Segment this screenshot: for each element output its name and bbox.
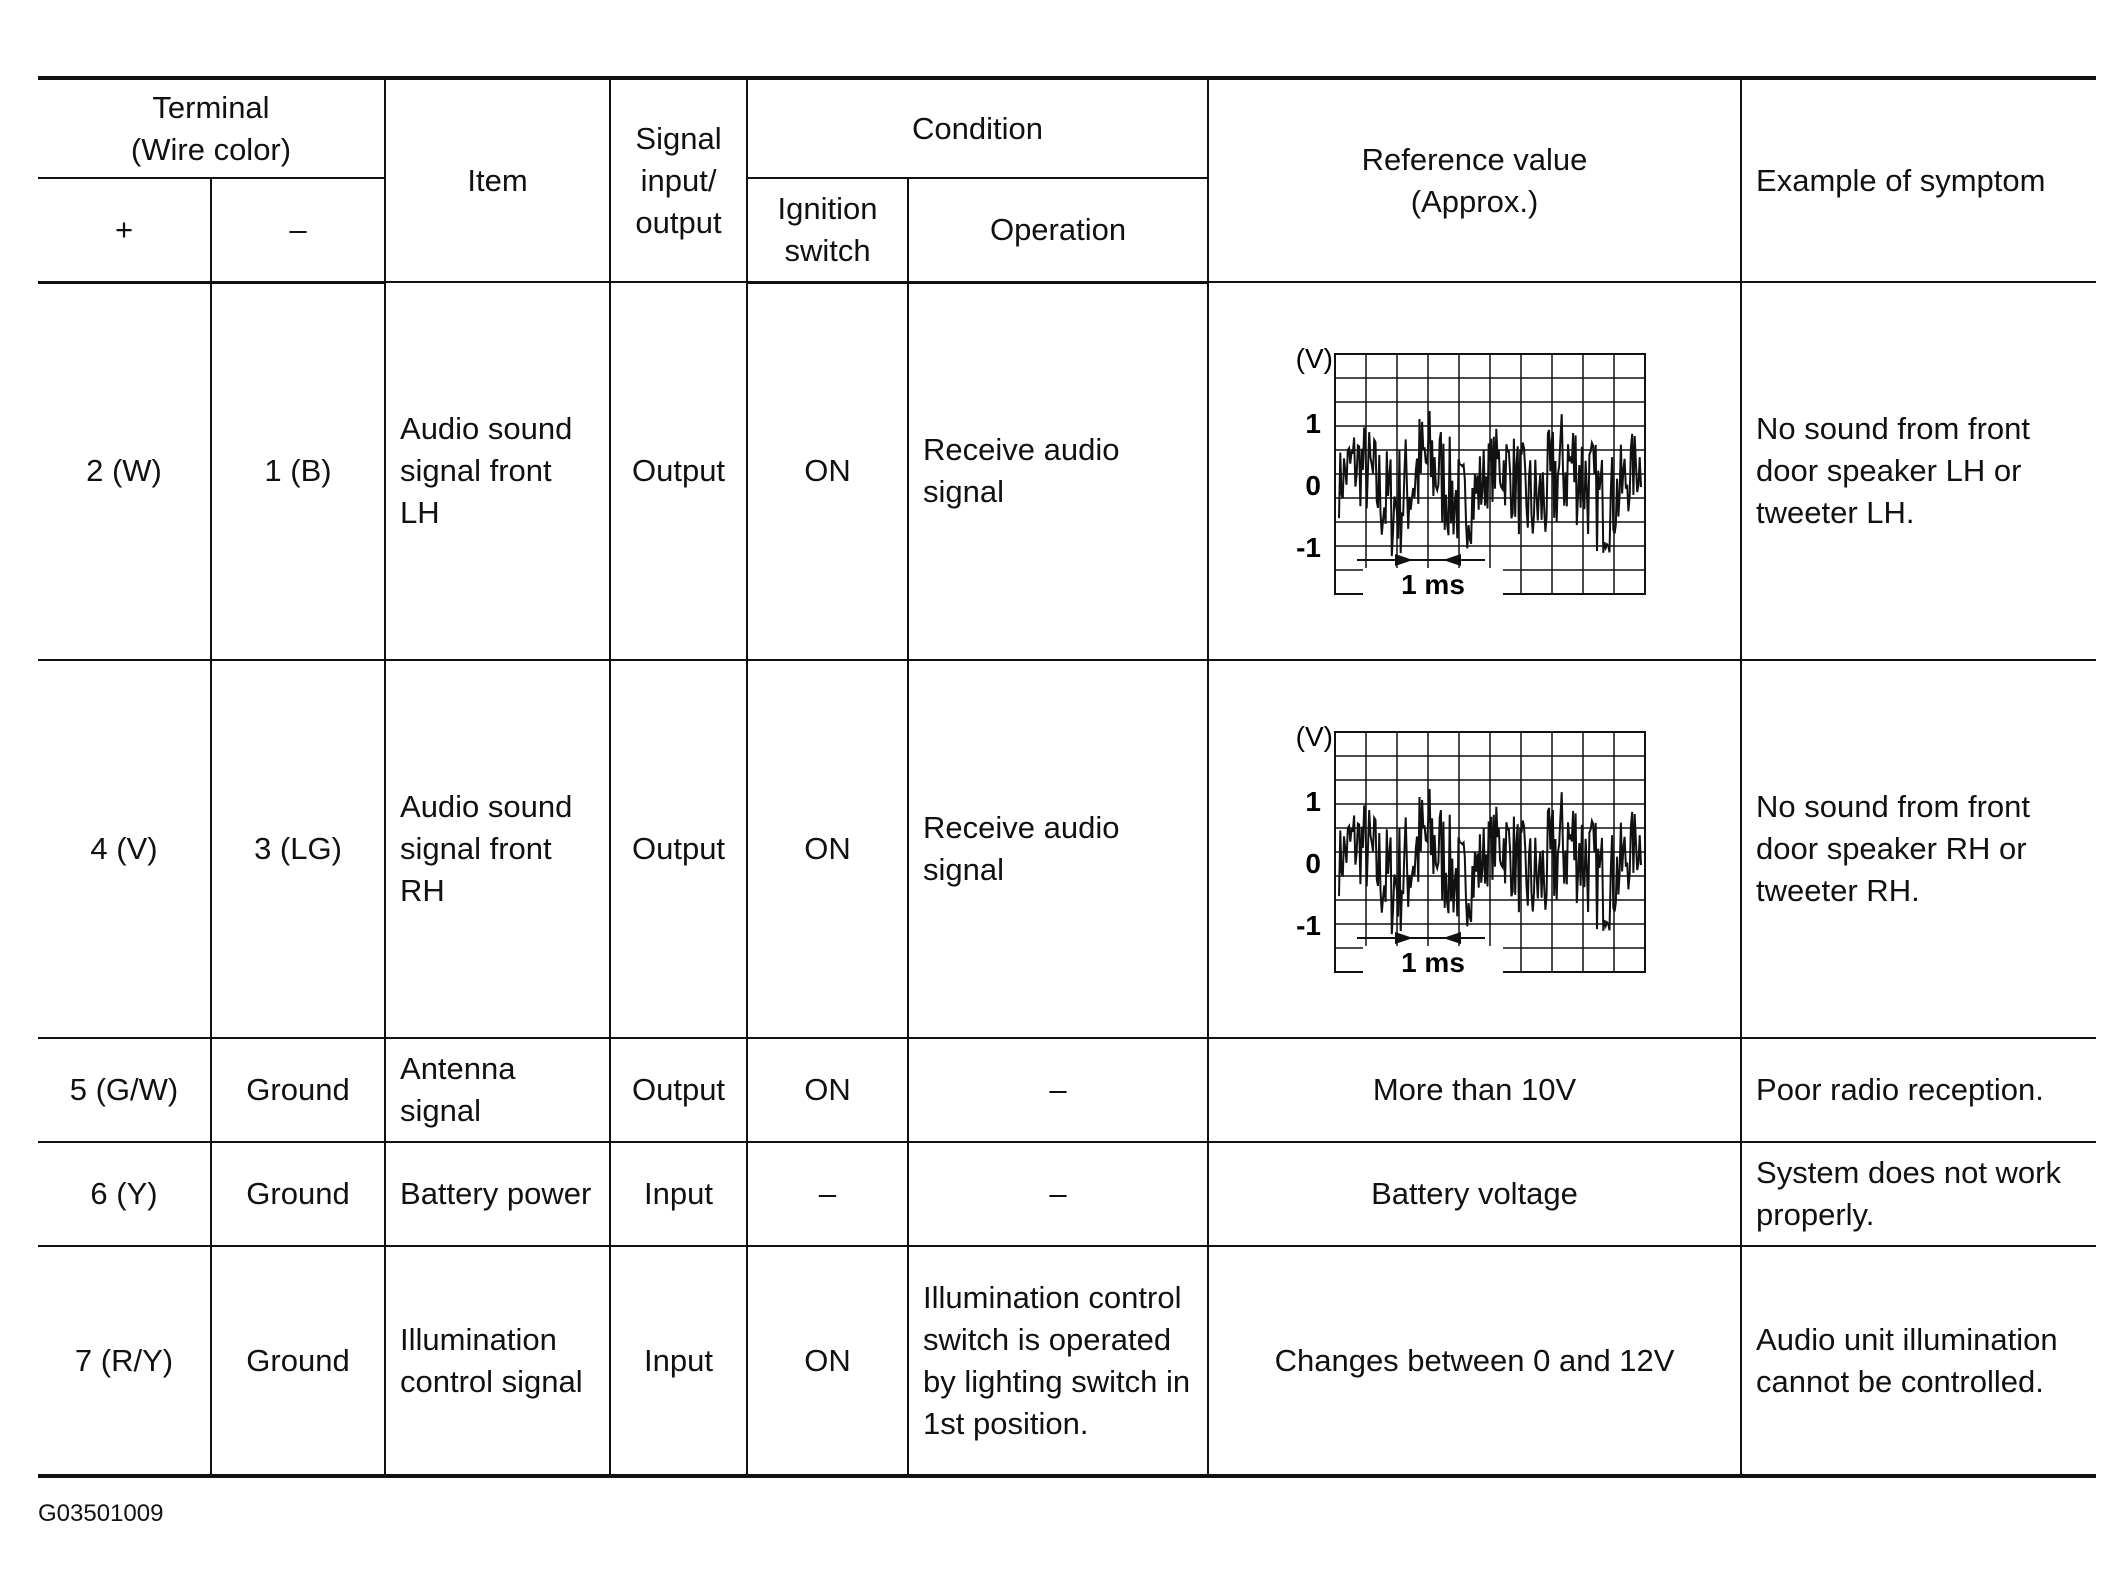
ignition-cell: ON [747, 660, 908, 1038]
operation-cell: Illumination control switch is operated by lighting switch in 1st position. [908, 1246, 1208, 1476]
signal-io-header: Signal input/ output [610, 78, 747, 282]
table-row [38, 1038, 2096, 1142]
item-header: Item [385, 78, 610, 282]
terminal-spec-table [38, 76, 2096, 1478]
item-cell: Illumination control signal [385, 1246, 610, 1476]
plus-terminal-header: + [38, 178, 211, 282]
minus-terminal-cell: 1 (B) [211, 282, 385, 660]
io-cell: Input [610, 1142, 747, 1246]
oscilloscope-waveform [1285, 336, 1665, 606]
terminal-label: Terminal [152, 89, 270, 125]
y-tick-label: 0 [1304, 470, 1321, 501]
terminal-header [38, 78, 385, 178]
symptom-cell: No sound from front door speaker RH or tweeter RH. [1741, 660, 2096, 1038]
ignition-cell: – [747, 1142, 908, 1246]
time-scale-label: 1 ms [1400, 569, 1465, 600]
operation-cell: Receive audio signal [908, 660, 1208, 1038]
ignition-cell: ON [747, 1038, 908, 1142]
oscilloscope-waveform [1285, 714, 1665, 984]
symptom-cell: System does not work properly. [1741, 1142, 2096, 1246]
plus-terminal-cell: 6 (Y) [38, 1142, 211, 1246]
y-tick-label: 0 [1304, 848, 1321, 879]
symptom-cell: No sound from front door speaker LH or tweeter LH. [1741, 282, 2096, 660]
y-tick-label: -1 [1295, 910, 1321, 941]
unit-label: (V) [1295, 721, 1333, 752]
reference-cell [1208, 282, 1741, 660]
unit-label: (V) [1295, 343, 1333, 374]
reference-value-label: Reference value [1361, 141, 1588, 177]
plus-terminal-cell: 2 (W) [38, 282, 211, 660]
symptom-cell: Poor radio reception. [1741, 1038, 2096, 1142]
ignition-switch-header: Ignition switch [747, 178, 908, 282]
operation-cell: – [908, 1038, 1208, 1142]
plus-terminal-cell: 5 (G/W) [38, 1038, 211, 1142]
item-cell: Audio sound signal front LH [385, 282, 610, 660]
io-cell: Output [610, 282, 747, 660]
time-scale-label: 1 ms [1400, 947, 1465, 978]
plus-terminal-cell: 7 (R/Y) [38, 1246, 211, 1476]
example-symptom-header: Example of symptom [1741, 78, 2096, 282]
minus-terminal-cell: Ground [211, 1246, 385, 1476]
io-cell: Output [610, 1038, 747, 1142]
ignition-cell: ON [747, 1246, 908, 1476]
table-row [38, 660, 2096, 1038]
operation-cell: – [908, 1142, 1208, 1246]
table-row [38, 282, 2096, 660]
time-scale-marker [1357, 554, 1485, 566]
operation-cell: Receive audio signal [908, 282, 1208, 660]
wire-color-label: (Wire color) [130, 131, 292, 167]
table-row [38, 1142, 2096, 1246]
ignition-cell: ON [747, 282, 908, 660]
minus-terminal-cell: Ground [211, 1038, 385, 1142]
symptom-cell: Audio unit illumination cannot be controlled. [1741, 1246, 2096, 1476]
reference-cell: More than 10V [1208, 1038, 1741, 1142]
y-tick-label: -1 [1295, 532, 1321, 563]
io-cell: Output [610, 660, 747, 1038]
operation-header: Operation [908, 178, 1208, 282]
plus-terminal-cell: 4 (V) [38, 660, 211, 1038]
y-tick-label: 1 [1304, 786, 1321, 817]
item-cell: Audio sound signal front RH [385, 660, 610, 1038]
item-cell: Antenna signal [385, 1038, 610, 1142]
y-tick-label: 1 [1304, 408, 1321, 439]
io-cell: Input [610, 1246, 747, 1476]
minus-terminal-cell: 3 (LG) [211, 660, 385, 1038]
table-row [38, 1246, 2096, 1476]
minus-terminal-header: – [211, 178, 385, 282]
figure-code: G03501009 [38, 1500, 164, 1527]
reference-value-header [1208, 78, 1741, 282]
time-scale-marker [1357, 932, 1485, 944]
condition-header: Condition [747, 78, 1208, 178]
reference-cell: Changes between 0 and 12V [1208, 1246, 1741, 1476]
item-cell: Battery power [385, 1142, 610, 1246]
reference-cell [1208, 660, 1741, 1038]
minus-terminal-cell: Ground [211, 1142, 385, 1246]
approx-label: (Approx.) [1410, 183, 1539, 219]
spec-table-wrap [38, 76, 2096, 1478]
reference-cell: Battery voltage [1208, 1142, 1741, 1246]
